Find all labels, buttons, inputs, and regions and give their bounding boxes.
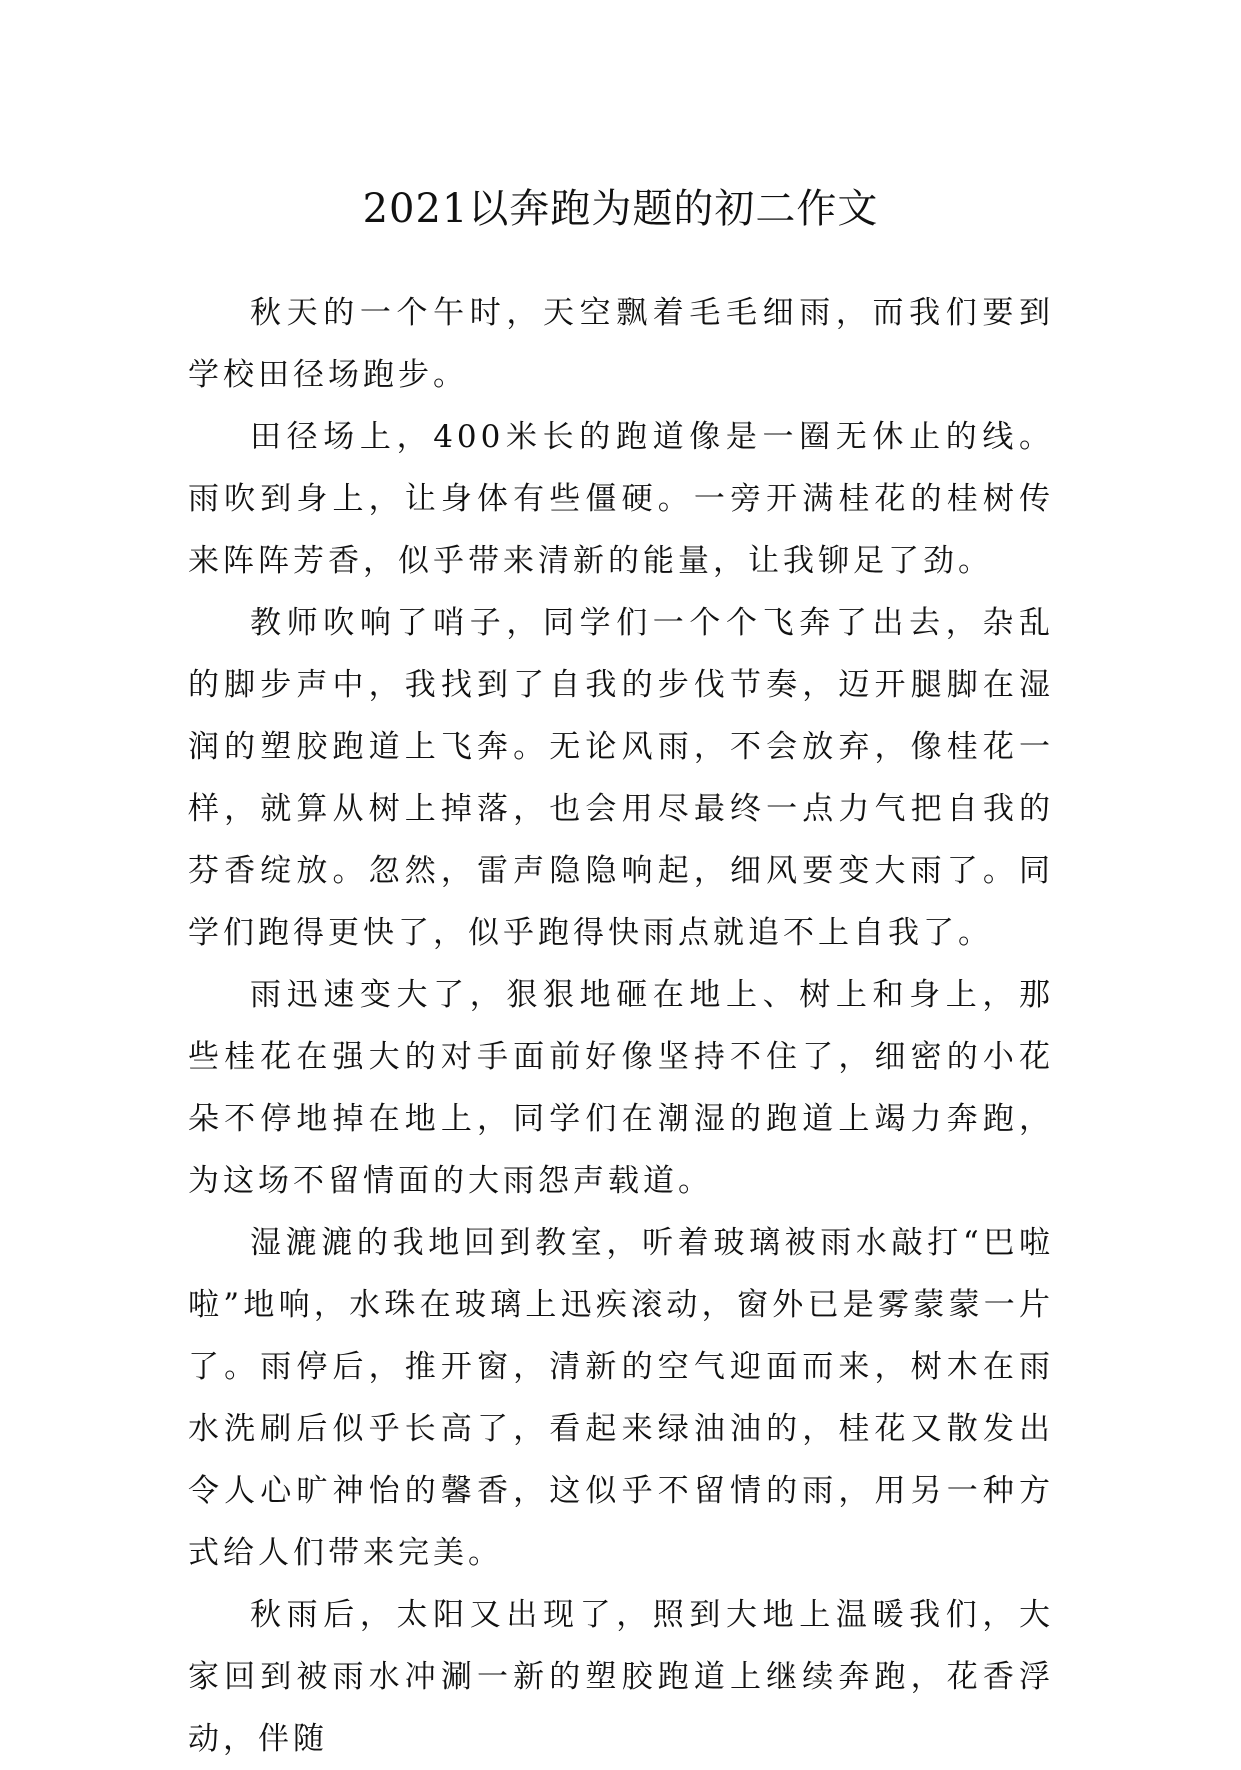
paragraph: 雨迅速变大了，狠狠地砸在地上、树上和身上，那些桂花在强大的对手面前好像坚持不住了，细密的小花朵不停地掉在地上，同学们在潮湿的跑道上竭力奔跑，为这场不留情面的大雨怨声载道。: [188, 977, 1054, 1199]
document-title: 2021以奔跑为题的初二作文: [362, 185, 879, 232]
paragraph: 秋天的一个午时，天空飘着毛毛细雨，而我们要到学校田径场跑步。: [188, 295, 1054, 393]
paragraph: 湿漉漉的我地回到教室，听着玻璃被雨水敲打“巴啦啦”地响，水珠在玻璃上迅疾滚动，窗外已是雾蒙蒙一片了。雨停后，推开窗，清新的空气迎面而来，树木在雨水洗刷后似乎长高了，看起来绿油油的，桂花又散发出令人心旷神怡的馨香，这似乎不留情的雨，用另一种方式给人们带来完美。: [188, 1225, 1054, 1571]
paragraph: 秋雨后，太阳又出现了，照到大地上温暖我们，大家回到被雨水冲涮一新的塑胶跑道上继续奔跑，花香浮动，伴随: [188, 1597, 1054, 1757]
paragraph: 教师吹响了哨子，同学们一个个飞奔了出去，杂乱的脚步声中，我找到了自我的步伐节奏，迈开腿脚在湿润的塑胶跑道上飞奔。无论风雨，不会放弃，像桂花一样，就算从树上掉落，也会用尽最终一点力气把自我的芬香绽放。忽然，雷声隐隐响起，细风要变大雨了。同学们跑得更快了，似乎跑得快雨点就追不上自我了。: [188, 605, 1054, 951]
paragraph: 田径场上，400米长的跑道像是一圈无休止的线。雨吹到身上，让身体有些僵硬。一旁开满桂花的桂树传来阵阵芳香，似乎带来清新的能量，让我铆足了劲。: [188, 419, 1054, 579]
document-body: [188, 282, 1054, 1770]
